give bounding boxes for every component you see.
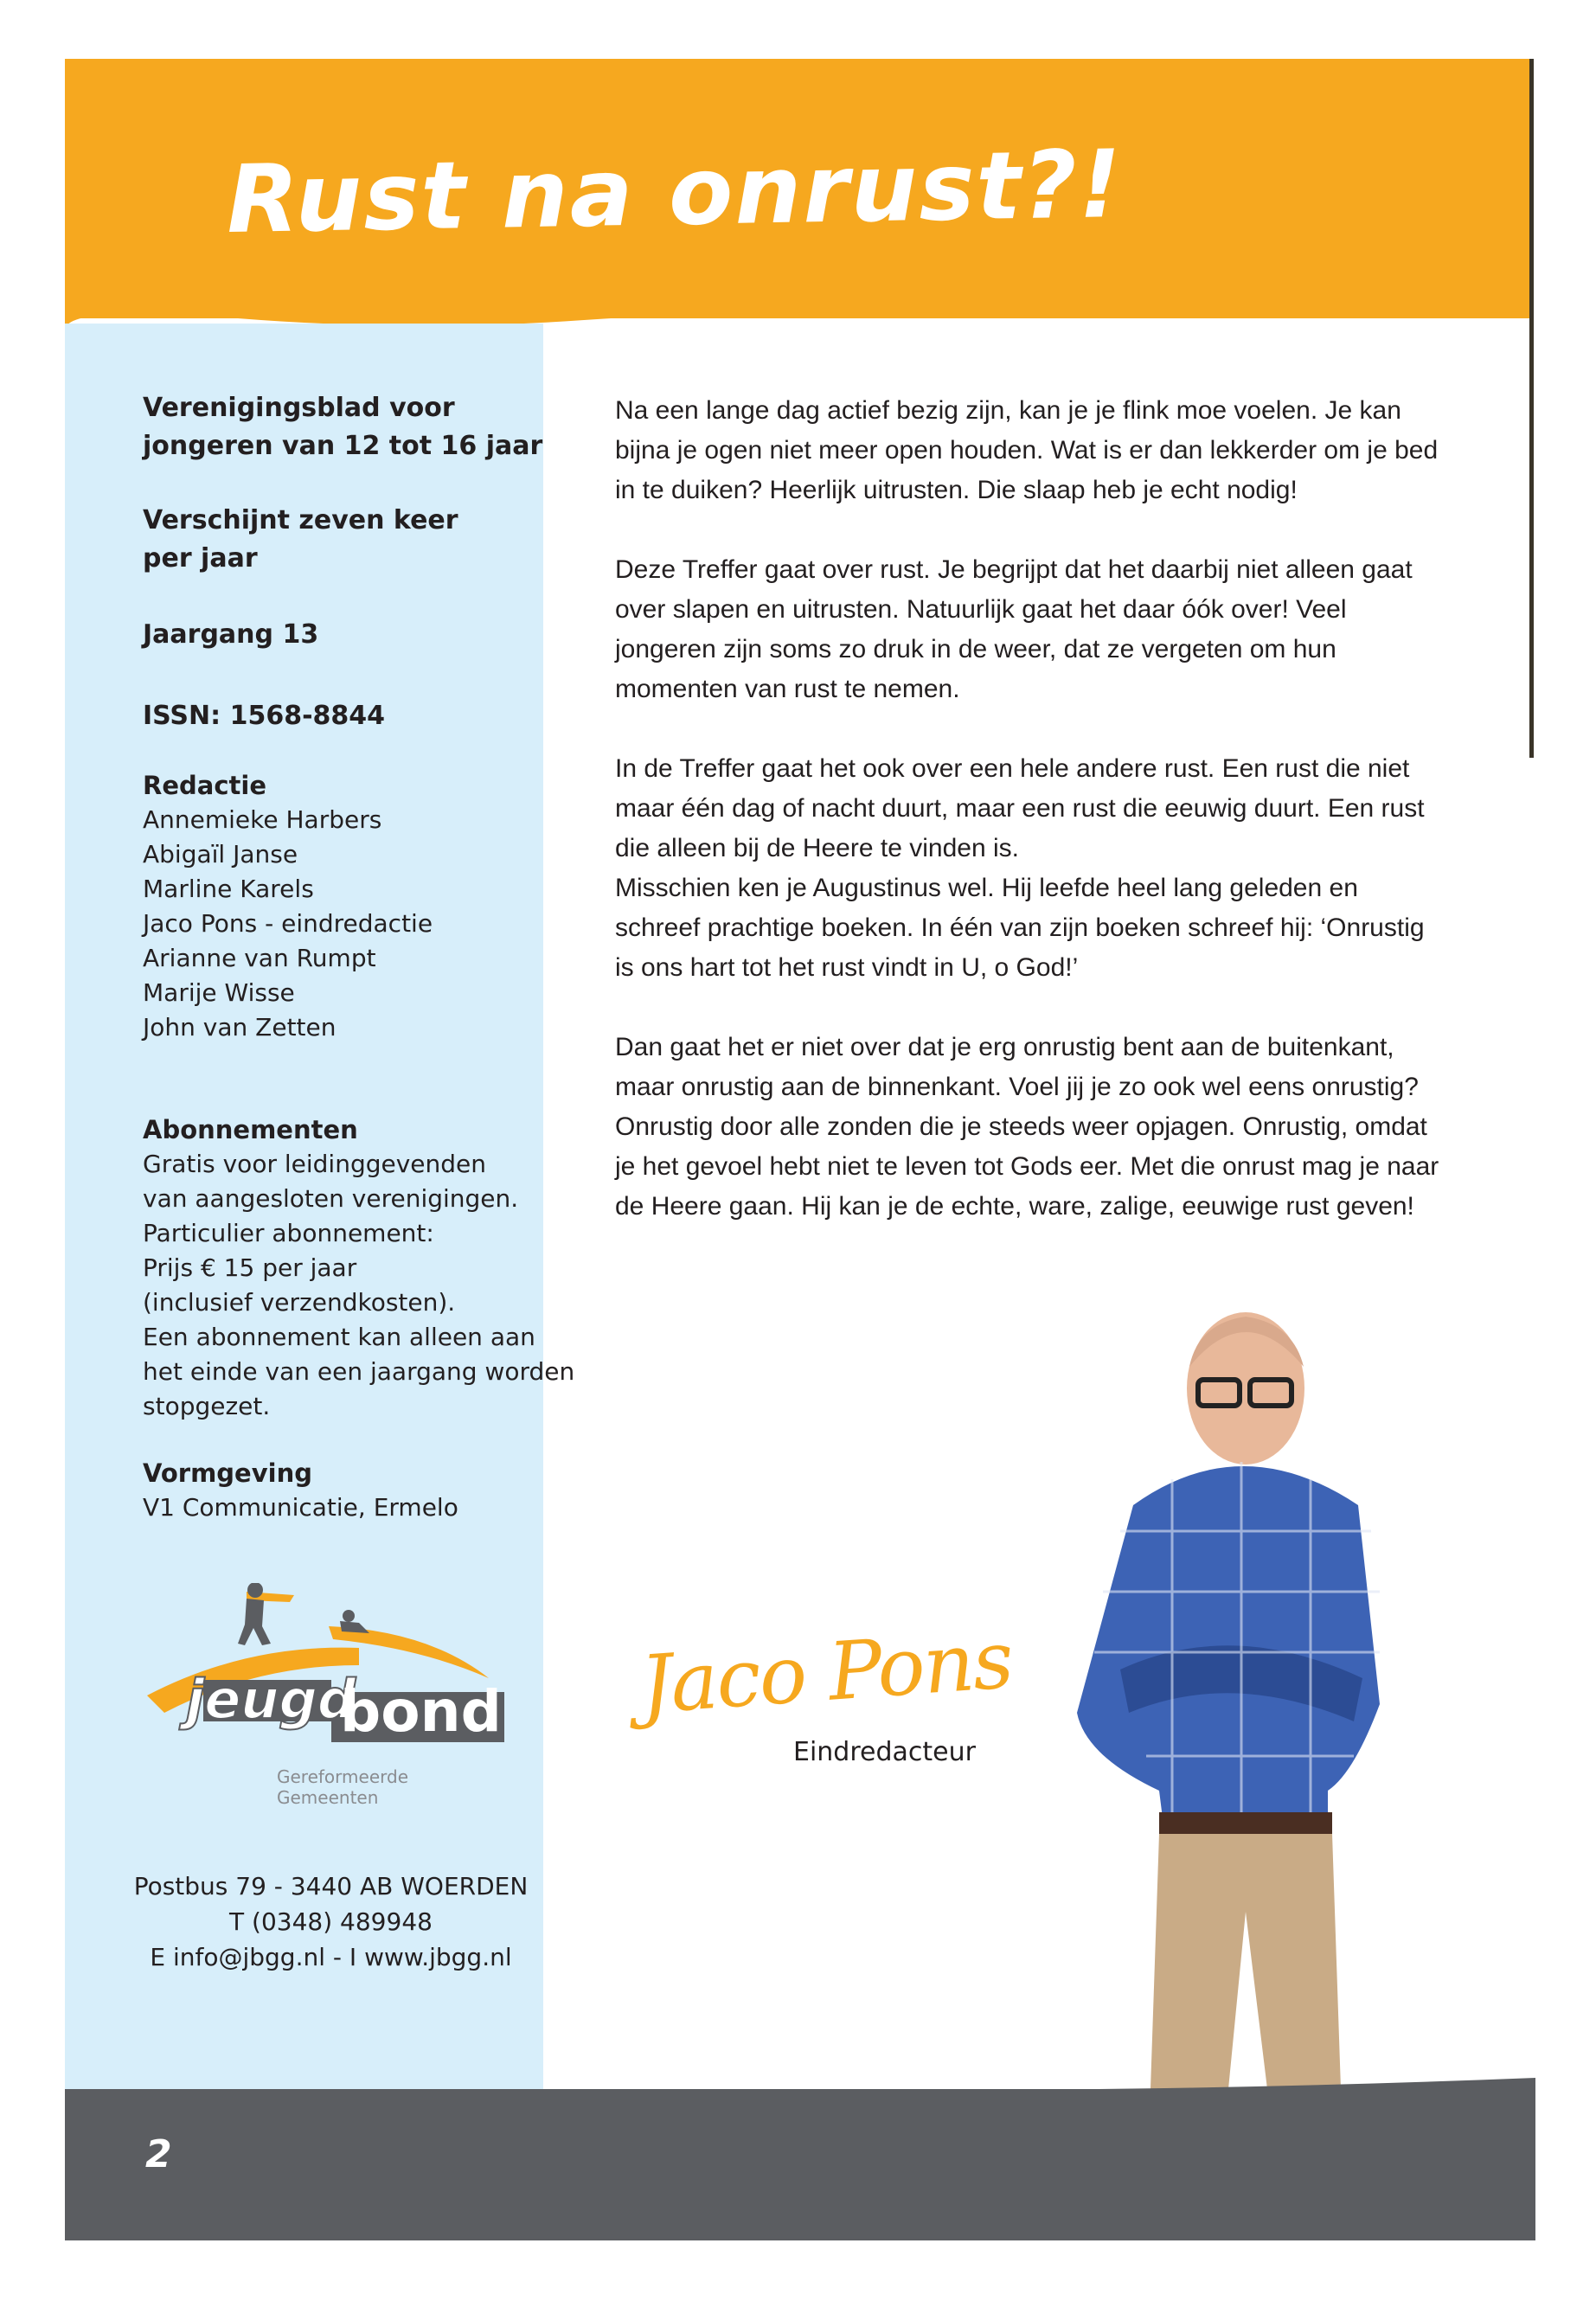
subscription-line: Prijs € 15 per jaar	[143, 1253, 357, 1282]
logo-word-jeugd: jeugd	[186, 1668, 356, 1731]
editorial-section	[143, 768, 433, 1045]
issn: ISSN: 1568-8844	[143, 701, 386, 731]
logo-subtitle: Gereformeerde Gemeenten	[277, 1766, 409, 1808]
subscriptions-heading: Abonnementen	[143, 1115, 358, 1144]
subscription-line: stopgezet.	[143, 1392, 271, 1420]
volume: Jaargang 13	[143, 619, 319, 650]
subscription-line: (inclusief verzendkosten).	[143, 1288, 456, 1317]
footer-bar	[65, 2089, 1535, 2240]
intro-line: Verenigingsblad voor	[143, 393, 455, 423]
frequency-text	[143, 502, 458, 578]
jeugdbond-logo	[143, 1583, 506, 1808]
signature-role: Eindredacteur	[793, 1737, 976, 1767]
phone: T (0348) 489948	[229, 1907, 433, 1936]
design-heading: Vormgeving	[143, 1458, 312, 1488]
article-body	[615, 391, 1445, 1266]
paragraph: In de Treffer gaat het ook over een hele andere rust. Een rust die niet maar één dag of nacht duurt, maar een rust die eeuwig duurt. Een rust die alleen bij de Heere te vinden is.	[615, 754, 1425, 862]
intro-line: jongeren van 12 tot 16 jaar	[143, 431, 543, 461]
editor: Abigaïl Janse	[143, 840, 298, 868]
editor: John van Zetten	[143, 1013, 337, 1042]
subscriptions-section	[143, 1112, 574, 1424]
edge-line	[1529, 59, 1534, 758]
editor: Marije Wisse	[143, 978, 295, 1007]
intro-text	[143, 389, 542, 465]
address-block	[130, 1868, 532, 1975]
subscription-line: het einde van een jaargang worden	[143, 1357, 575, 1386]
postal-address: Postbus 79 - 3440 AB WOERDEN	[133, 1872, 529, 1900]
design-value: V1 Communicatie, Ermelo	[143, 1493, 458, 1522]
subscription-line: Een abonnement kan alleen aan	[143, 1323, 535, 1351]
frequency-line: per jaar	[143, 543, 258, 574]
email-website[interactable]: E info@jbgg.nl - I www.jbgg.nl	[150, 1943, 512, 1971]
paragraph: Misschien ken je Augustinus wel. Hij leefde heel lang geleden en schreef prachtige boeken. In één van zijn boeken schreef hij: ‘Onrustig is ons hart tot het rust vindt in U, o God!’	[615, 874, 1425, 982]
design-section	[143, 1456, 458, 1525]
page-title: Rust na onrust?!	[225, 130, 1125, 255]
editor: Annemieke Harbers	[143, 805, 382, 834]
page-number: 2	[145, 2132, 172, 2176]
editor: Marline Karels	[143, 875, 314, 903]
editor: Arianne van Rumpt	[143, 944, 376, 972]
paragraph: Na een lange dag actief bezig zijn, kan je je flink moe voelen. Je kan bijna je ogen niet meer open houden. Wat is er dan lekkerder om je bed in te duiken? Heerlijk uitrusten. Die slaap heb je echt nodig!	[615, 396, 1439, 504]
editor: Jaco Pons - eindredactie	[143, 909, 433, 938]
editorial-heading: Redactie	[143, 771, 266, 800]
paragraph: Dan gaat het er niet over dat je erg onrustig bent aan de buitenkant, maar onrustig aan de binnenkant. Voel jij je zo ook wel eens onrustig? Onrustig door alle zonden die je steeds weer opjagen. Onrustig, omdat je het gevoel hebt niet te leven tot Gods eer. Met die onrust mag je naar de Heere gaan. Hij kan je de echte, ware, zalige, eeuwige rust geven!	[615, 1033, 1439, 1221]
subscription-line: Particulier abonnement:	[143, 1219, 434, 1247]
editor-photo	[1068, 1306, 1388, 2089]
frequency-line: Verschijnt zeven keer	[143, 505, 458, 535]
paragraph: Deze Treffer gaat over rust. Je begrijpt dat het daarbij niet alleen gaat over slapen en uitrusten. Natuurlijk gaat het daar óók over! Veel jongeren zijn soms zo druk in de weer, dat ze vergeten om hun momenten van rust te nemen.	[615, 555, 1413, 703]
signature: Jaco Pons	[637, 1613, 1016, 1732]
logo-word-bond: bond	[340, 1678, 502, 1745]
subscription-line: van aangesloten verenigingen.	[143, 1184, 519, 1213]
subscription-line: Gratis voor leidinggevenden	[143, 1150, 487, 1178]
